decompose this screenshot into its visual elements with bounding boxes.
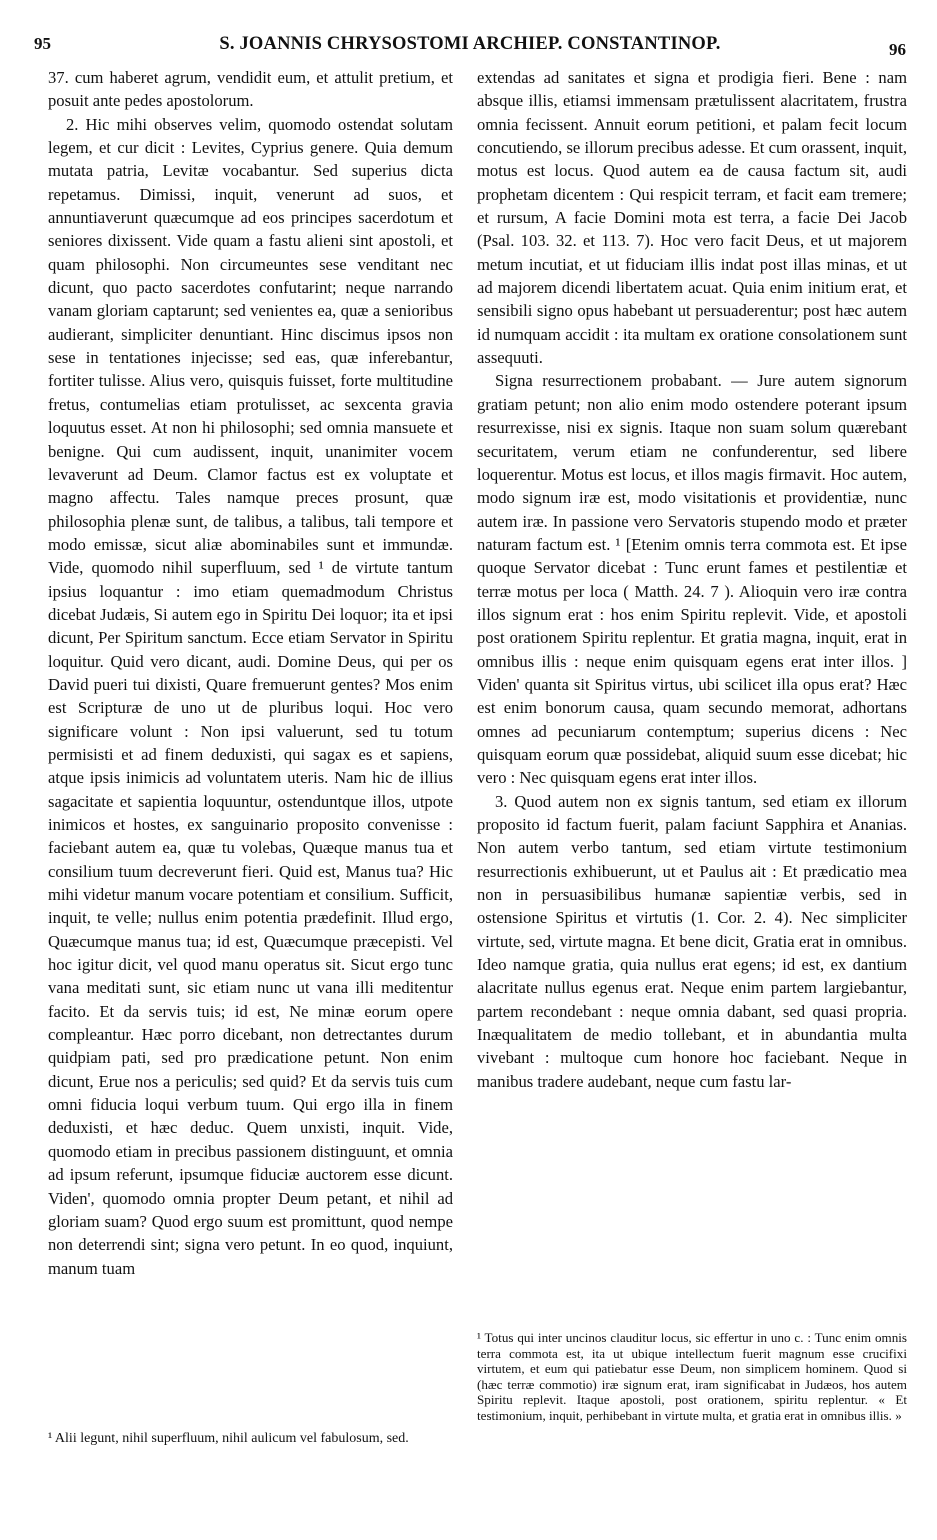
- footnote-text: ¹ Totus qui inter uncinos clauditur locus, sic effertur in uno c. : Tunc enim omnis terra commota est, ita ut ubique intellectum fuerit magnum esse crucifixi virtutem, et eum qui patiebatur esse Deum, non simplicem hominem. Quod si (hæc terræ commotio) iræ signum erat, iram significabat in Judæos, hos autem Spiritu replevit. Itaque apostoli, post orationem, spiritu replentur. « Et testimonium, inquit, perhibebant in virtute multa, et gratia erat in omnibus illis. »: [477, 1330, 907, 1423]
- left-text-column: [48, 66, 453, 1280]
- footnote-right: [477, 1330, 907, 1424]
- footnote-left: [48, 1430, 453, 1448]
- running-title: S. JOANNIS CHRYSOSTOMI ARCHIEP. CONSTANTINOP.: [219, 34, 721, 54]
- paragraph: extendas ad sanitates et signa et prodigia fieri. Bene : nam absque illis, etiamsi immensam prætulissent alacritatem, frustra omnia fecissent. Annuit eorum petitioni, et palam fecit locum concutiendo, se illorum precibus adesse. Et cum orassent, inquit, motus est locus. Quod autem ea de causa factum sit, audi prophetam dicentem : Qui respicit terram, et facit eam tremere; et rursum, A facie Domini mota est terra, a facie Dei Jacob (Psal. 103. 32. et 113. 7). Hoc vero facit Deus, et ut majorem metum incutiat, et ut fiduciam illis indat post illas minas, et ut ad majorem dicendi libertatem acuat. Quia enim initium erat, et sensibili signo opus habebant ut persuaderentur; post hæc autem id numquam accidit : ita multam ex oratione consolationem sunt assequuti.: [477, 68, 907, 368]
- right-page-number: 96: [889, 40, 906, 59]
- paragraph: 37. cum haberet agrum, vendidit eum, et attulit pretium, et posuit ante pedes apostolorum.: [48, 68, 453, 111]
- paragraph: 2. Hic mihi observes velim, quomodo ostendat solutam legem, et cur dicit : Levites, Cyprius genere. Quia demum mutata patria, Levitæ vocabantur. Sed superius dicta repetamus. Dimissi, inquit, venerunt ad suos, et annuntiaverunt quæcumque ad eos principes sacerdotum et seniores dixissent. Vide quam a fastu alieni sint apostoli, et quam philosophi. Non circumeuntes sese venditant nec dicunt, quo pacto sacerdotes confutarint; neque narrando vanam gloriam captarunt; sed venientes ea, quæ a senioribus audierant, simpliciter denuntiant. Hinc discimus ipsos non sese in tentationes injecisse; sed eas, quæ inferebantur, fortiter tulisse. Alius vero, quisquis fuisset, forte multitudine fretus, contumelias etiam protulisset, ac sexcenta gravia loquutus esset. At non hi philosophi; sed omnia mansuete et benigne. Qui cum audissent, inquit, unanimiter vocem levaverunt ad Deum. Clamor factus est ex voluptate et magno affectu. Tales namque preces prosunt, quæ philosophia plenæ sunt, de talibus, a talibus, tali tempore et modo emissæ, sicut aliæ abominabiles sunt et immundæ. Vide, quomodo nihil superfluum, sed ¹ de virtute tantum ipsius loquantur : imo etiam quemadmodum Christus dicebat Judæis, Si autem ego in Spiritu Dei loquor; ita et ipsi dicunt, Per Spiritum sanctum. Ecce etiam Servator in Spiritu loquitur. Quid vero dicant, audi. Domine Deus, qui per os David pueri tui dixisti, Quare fremuerunt gentes? Mos enim est Scripturæ de uno ut de pluribus loqui. Hoc vero significare volunt : Non ipsi valuerunt, sed tu totum permisisti et ad finem deduxisti, qui sagax es et sapiens, atque ipsis inimicis ad voluntatem uteris. Nam hic de illius sagacitate et sapientia loquuntur, ostenduntque illos, utpote inimicos et hostes, ex sanguinario proposito convenisse : faciebant autem ea, quæ tu volebas, Quæque manus tua et consilium tuum decreverunt fieri. Quid est, Manus tua? Hic mihi videtur manum vocare potentiam et consilium. Sufficit, inquit, te velle; nullus enim potentia prædefinit. Illud ergo, Quæcumque manus tua; id est, Quæcumque præcepisti. Vel hoc igitur dicit, vel quod manu operatus sit. Sicut ergo tunc vana meditati sunt, sic etiam nunc ut vana illi meditentur facito. Et da servis tuis; id est, Ne minæ eorum opere compleantur. Hæc porro dicebant, non detrectantes durum quidpiam pati, sed pro prædicatione petunt. Non enim dicunt, Erue nos a periculis; sed quid? Et da servis tuis cum omni fiducia loqui verbum tuum. Qui ergo illa in finem deduxisti, et hæc deduc. Quem unxisti, inquit. Vide, quomodo etiam in precibus passionem distinguunt, et omnia ad ipsum referunt, ipsumque fiduciæ auctorem esse dicunt. Viden', quomodo omnia propter Deum petant, et nihil ad gloriam suam? Quod ergo suum est promittunt, quod nempe non deterrendi sint; signa vero petunt. In eo quod, inquiunt, manum tuam: [48, 114, 453, 1278]
- paragraph: 3. Quod autem non ex signis tantum, sed etiam ex illorum proposito id factum fuerit, palam faciunt Sapphira et Ananias. Non autem verbo tantum, sed etiam virtute testimonium resurrectionis exhibuerunt, ut et Paulus ait : Et prædicatio mea non in persuasibilibus humanæ sapientiæ verbis, sed in ostensione Spiritus et virtutis (1. Cor. 2. 4). Nec simpliciter virtute, sed, virtute magna. Et bene dicit, Gratia erat in omnibus. Ideo namque gratia, quia nullus erat egens; id est, ex dantium alacritate nullus egenus erat. Neque enim partem largiebantur, partem recondebant : neque omnia dabant, sed quasi propria. Inæqualitatem de medio tollebant, et in abundantia multa vivebant : multoque cum honore hoc faciebant. Neque in manibus tradere audebant, neque cum fastu lar-: [477, 791, 907, 1091]
- right-text-column: [477, 66, 907, 1093]
- paragraph: Signa resurrectionem probabant. — Jure autem signorum gratiam petunt; non alio enim modo ostendere poterant ipsum resurrexisse, nisi ex signis. Itaque non suam solum quærebant securitatem, verum etiam ne confunderentur, sed libere loquerentur. Motus est locus, et illos magis firmavit. Hoc autem, modo signum iræ est, modo visitationis et providentiæ, nunc autem iræ. In passione vero Servatoris stupendo modo et præter naturam factum est. ¹ [Etenim omnis terra commota est. Et ipse quoque Servator dicebat : Tunc erunt fames et pestilentiæ et terræ motus per loca ( Matth. 24. 7 ). Alioquin vero iræ contra illos signum erat : hos enim Spiritu replevit. Vide, et apostoli post orationem Spiritu replentur. Et gratia magna, inquit, erat in omnibus illis : neque enim quisquam egens erat inter illos. ] Viden' quanta sit Spiritus virtus, ubi scilicet illa opus erat? Hæc est enim bonorum causa, quam secundo memorat, adhortans omnes ad pecuniarum contemptum; superius dicens : Nec quisquam eorum quæ possidebat, aliquid suum esse dicebat; hic vero : Nec quisquam egens erat inter illos.: [477, 371, 907, 788]
- left-page-number: 95: [34, 34, 51, 53]
- page-header: [34, 34, 906, 64]
- footnote-text: ¹ Alii legunt, nihil superfluum, nihil aulicum vel fabulosum, sed.: [48, 1431, 409, 1446]
